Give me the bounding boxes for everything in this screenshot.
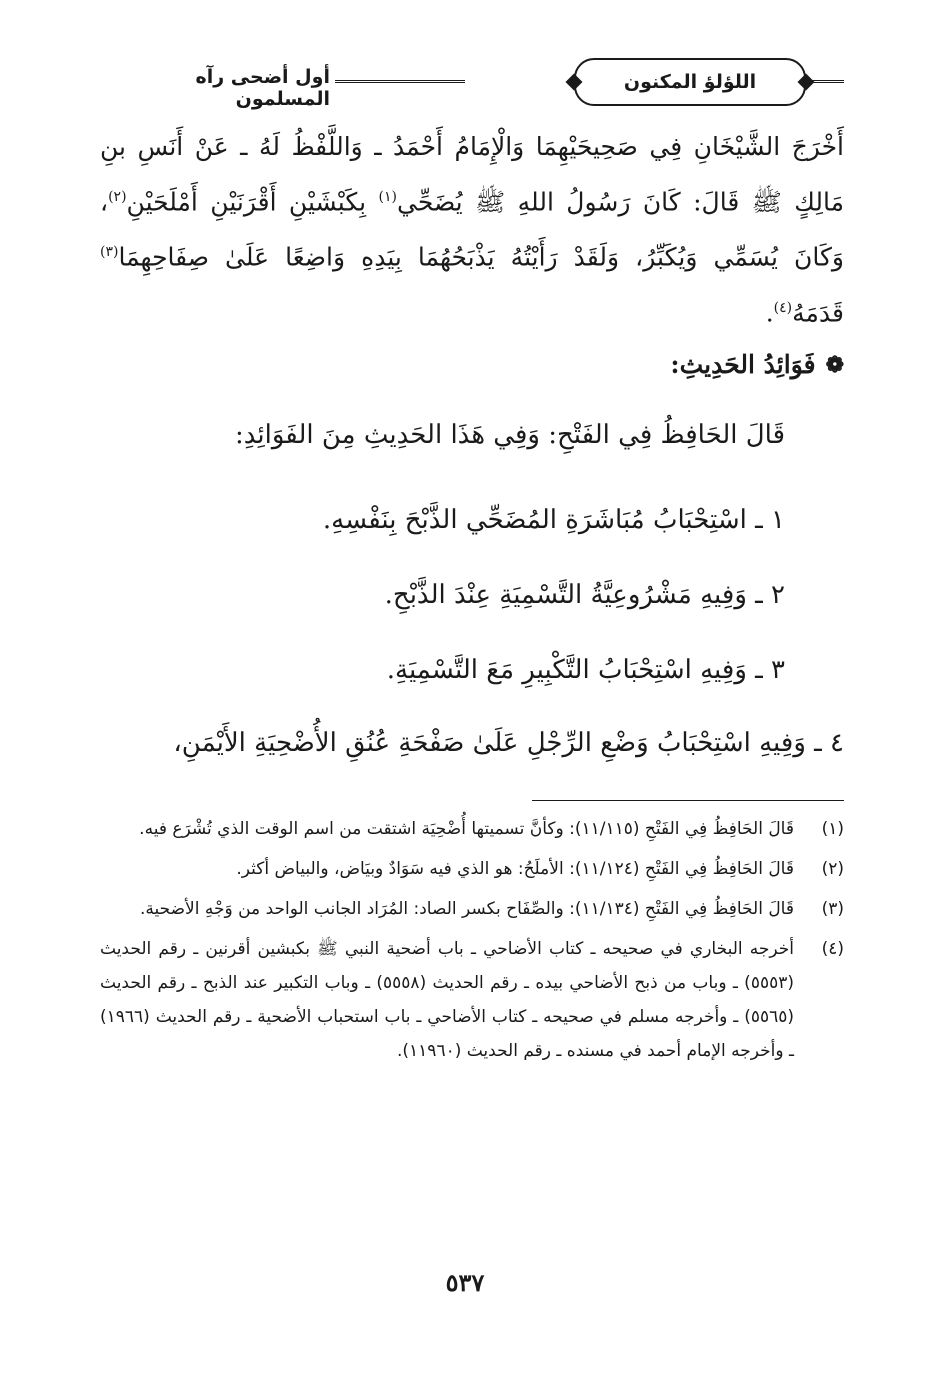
- footnote-3: [100, 892, 844, 926]
- header-rule-right: [810, 80, 844, 83]
- hadith-text-5: .: [765, 297, 774, 327]
- benefits-intro: قَالَ الحَافِظُ فِي الفَتْحِ: وَفِي هَذَا الحَدِيثِ مِنَ الفَوَائِدِ:: [235, 420, 785, 450]
- footnote-separator: [532, 800, 844, 801]
- footnote-number: (٣): [821, 899, 844, 919]
- hadith-text-2: بِكَبْشَيْنِ أَقْرَنَيْنِ أَمْلَحَيْنِ: [126, 187, 379, 217]
- benefit-item-2: ٢ ـ وَفِيهِ مَشْرُوعِيَّةُ التَّسْمِيَةِ عِنْدَ الذَّبْحِ.: [384, 580, 785, 610]
- footnote-ref-4[interactable]: (٤): [773, 299, 793, 316]
- hadith-text-4: قَدَمَهُ: [792, 297, 844, 327]
- benefit-item-3: ٣ ـ وَفِيهِ اسْتِحْبَابُ التَّكْبِيرِ مَعَ التَّسْمِيَةِ.: [386, 655, 785, 685]
- running-header: [100, 56, 844, 110]
- book-title-cartouche: [574, 58, 806, 106]
- footnote-ref-2[interactable]: (٢): [108, 189, 127, 205]
- footnote-number: (١): [821, 819, 844, 839]
- footnote-number: (٢): [821, 859, 844, 879]
- chapter-title: أول أضحى رآه المسلمون: [195, 66, 330, 110]
- benefit-item-4: ٤ ـ وَفِيهِ اسْتِحْبَابُ وَضْعِ الرِّجْلِ عَلَىٰ صَفْحَةِ عُنُقِ الأُضْحِيَةِ الأَيْمَنِ،: [173, 728, 844, 758]
- footnote-text: قَالَ الحَافِظُ فِي الفَتْحِ (١١/١١٥): وكأنَّ تسميتها أُضْحِيَة اشتقت من اسم الوقت الذي تُشْرَع فيه.: [139, 819, 794, 839]
- footnote-ref-1[interactable]: (١): [378, 189, 397, 205]
- footnote-2: [100, 852, 844, 886]
- footnote-1: [100, 812, 844, 846]
- footnote-text: أخرجه البخاري في صحيحه ـ كتاب الأضاحي ـ باب أضحية النبي ﷺ بكبشين أقرنين ـ رقم الحديث (٥٥٥٣) ـ وباب من ذبح الأضاحي بيده ـ رقم الحديث (٥٥٥٨) ـ وباب التكبير عند الذبح ـ رقم الحديث (٥٥٦٥) ـ وأخرجه مسلم في صحيحه ـ كتاب الأضاحي ـ باب استحباب الأضحية ـ رقم الحديث (١٩٦٦) ـ وأخرجه الإمام أحمد في مسنده ـ رقم الحديث (١١٩٦٠).: [100, 939, 794, 1061]
- benefits-heading-text: فَوَائِدُ الحَدِيثِ:: [670, 350, 816, 379]
- hadith-text-3: ، وَكَانَ يُسَمِّي وَيُكَبِّرُ، وَلَقَدْ رَأَيْتُهُ يَذْبَحُهُمَا بِيَدِهِ وَاضِعًا عَلَىٰ صِفَاحِهِمَا: [100, 187, 844, 272]
- header-rule-left: [335, 80, 465, 83]
- footnote-text: قَالَ الحَافِظُ فِي الفَتْحِ (١١/١٢٤): الأملَحُ: هو الذي فيه سَوَادٌ وبيَاض، والبياض أكثر.: [236, 859, 794, 879]
- hadith-paragraph: [100, 122, 844, 338]
- footnote-text: قَالَ الحَافِظُ فِي الفَتْحِ (١١/١٣٤): والصِّفَاح بكسر الصاد: المُرَاد الجانب الواحد من وَجْهِ الأضحية.: [140, 899, 794, 919]
- footnotes: [100, 812, 844, 1074]
- footnote-4: [100, 932, 844, 1068]
- footnote-number: (٤): [821, 939, 844, 959]
- hadith-text-1: أَخْرَجَ الشَّيْخَانِ فِي صَحِيحَيْهِمَا وَالْإِمَامُ أَحْمَدُ ـ وَاللَّفْظُ لَهُ ـ عَنْ أَنَسِ بنِ مَالِكٍ ﷺ قَالَ: كَانَ رَسُولُ اللهِ ﷺ يُضَحِّي: [100, 132, 844, 217]
- book-title: اللؤلؤ المكنون: [623, 71, 757, 93]
- page-number: ٥٣٧: [445, 1268, 485, 1297]
- benefit-item-1: ١ ـ اسْتِحْبَابُ مُبَاشَرَةِ المُضَحِّي الذَّبْحَ بِنَفْسِهِ.: [322, 505, 785, 535]
- benefits-heading: [670, 350, 844, 379]
- footnote-ref-3[interactable]: (٣): [100, 244, 119, 261]
- flower-ornament-icon: ❁: [825, 351, 844, 378]
